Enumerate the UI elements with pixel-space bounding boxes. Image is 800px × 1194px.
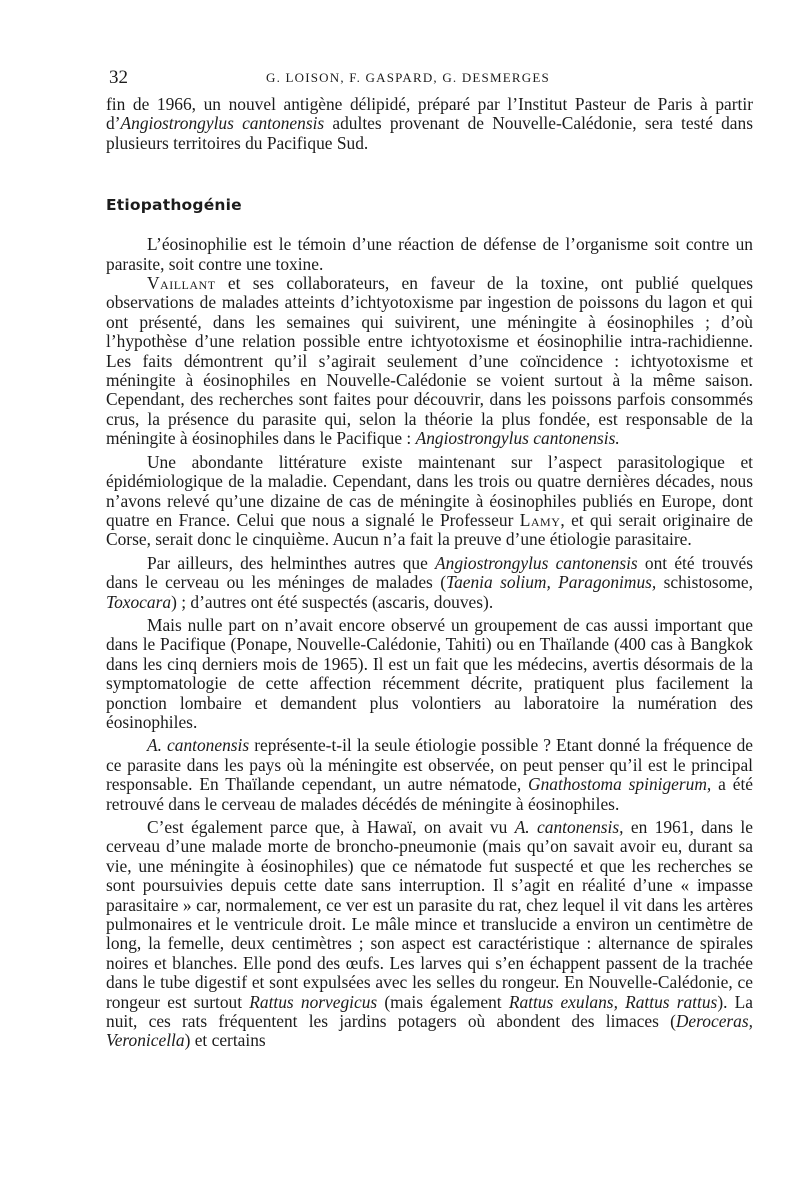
page-number: 32: [109, 67, 128, 88]
species-name: A. cantonensis: [147, 735, 250, 756]
intro-text-1: fin de 1966, un nouvel antigène délipidé, préparé par l’Institut Pasteur de Paris à partir d’: [106, 94, 753, 134]
paragraph-litterature: [106, 453, 753, 550]
intro-text-2: adultes provenant de Nouvelle-Calédonie, sera testé dans plusieurs territoires du Pacifique Sud.: [106, 113, 753, 153]
paragraph-litterature-text-1: Une abondante littérature existe maintenant sur l’aspect parasitologique et épidémiologique de la maladie. Cependant, dans les trois ou quatre dernières décades, nous n’avons relevé qu’une dizaine de cas de méningite à éosinophiles publiés en Europe, dont quatre en France. Celui que nous a signalé le Professeur: [106, 451, 753, 530]
intro-paragraph: [106, 95, 753, 153]
species-name: Angiostrongylus cantonensis.: [415, 428, 620, 449]
species-name: Rattus norvegicus: [249, 991, 378, 1012]
author-name-lamy: Lamy: [519, 509, 561, 530]
species-name: Gnathostoma spinigerum,: [528, 774, 712, 795]
species-name: A. cantonensis,: [514, 817, 624, 837]
intro-species-name: Angiostrongylus cantonensis: [120, 113, 325, 134]
paragraph-helminthes-text-3: schistosome,: [656, 572, 753, 593]
paragraph-helminthes-text-2: ont été trouvés dans le cerveau ou les méninges de malades (: [106, 552, 753, 593]
paragraph-eosinophilie: L’éosinophilie est le témoin d’une réaction de défense de l’organisme soit contre un parasite, soit contre une toxine.: [106, 234, 753, 274]
author-name-vaillant: Vaillant: [147, 273, 216, 294]
paragraph-hawai-text-4: ). La nuit, ces rats fréquentent les jardins potagers où abondent des limaces (: [106, 991, 753, 1032]
species-name: Angiostrongylus cantonensis: [435, 552, 638, 573]
paragraph-vaillant-text: et ses collaborateurs, en faveur de la toxine, ont publié quelques observations de malades atteints d’ichtyotoxisme par ingestion de poissons du lagon et qui ont présenté, dans les semaines qui suivirent, une méningite à éosinophiles ; d’où l’hypothèse d’une relation possible entre ichtyotoxisme et éosinophilie intra-rachidienne. Les faits démontrent qu’il s’agirait seulement d’une coïncidence : ichtyotoxisme et méningite à éosinophiles en Nouvelle-Calédonie se voient surtout à la même saison. Cependant, des recherches sont faites pour découvrir, dans les poissons parfois consommés crus, la présence du parasite qui, selon la théorie la plus fondée, est responsable de la méningite à éosinophiles dans le Pacifique :: [106, 273, 753, 449]
paragraph-vaillant: [106, 274, 753, 449]
paragraph-hawai-text-1: C’est également parce que, à Hawaï, on avait vu: [147, 817, 515, 837]
paragraph-helminthes: [106, 554, 753, 612]
paragraph-hawai: [106, 818, 753, 1051]
species-name: Rattus exulans, Rattus rattus: [508, 991, 718, 1012]
paragraph-etiologie-text-1: représente-t-il la seule étiologie possible ? Etant donné la fréquence de ce parasite dans les pays où la méningite est observée, on peut penser qu’il est le principal responsable. En Thaïlande cependant, un autre nématode,: [106, 735, 753, 795]
paragraph-litterature-text-2: , et qui serait originaire de Corse, serait donc le cinquième. Aucun n’a fait la preuve d’une étiologie parasitaire.: [106, 509, 753, 550]
paragraph-etiologie: [106, 736, 753, 814]
running-header: [106, 62, 753, 92]
paragraph-hawai-text-2: en 1961, dans le cerveau d’une malade morte de broncho-pneumonie (mais qu’on savait avoir eu, durant sa vie, une méningite à éosinophiles) que ce nématode fut suspecté et que les recherches se sont poursuivies depuis cette date sans interruption. Il s’agit en réalité d’une « impasse parasitaire » car, normalement, ce ver est un parasite du rat, chez lequel il vit dans les artères pulmonaires et le ventricule droit. Le mâle mince et translucide a environ un centimètre de long, la femelle, deux centimètres ; son aspect est caractéristique : alternance de spirales noires et blanches. Elle pond des œufs. Les larves qui s’en échappent passent de la trachée dans le tube digestif et sont expulsées avec les selles du rongeur. En Nouvelle-Calédonie, ce rongeur est surtout: [106, 817, 753, 1012]
paragraph-pacifique: Mais nulle part on n’avait encore observé un groupement de cas aussi important que dans le Pacifique (Ponape, Nouvelle-Calédonie, Tahiti) ou en Thaïlande (400 cas à Bangkok dans les cinq derniers mois de 1965). Il est un fait que les médecins, avertis désormais de la symptomatologie de cette affection récemment décrite, pratiquent plus facilement la ponction lombaire et demandent plus volontiers au laboratoire la numération des éosinophiles.: [106, 614, 753, 732]
paragraph-helminthes-text-4: ) ; d’autres ont été suspectés (ascaris, douves).: [171, 591, 494, 612]
species-name: Toxocara: [106, 591, 172, 612]
section-heading: Etiopathogénie: [106, 196, 242, 215]
species-name: Taenia solium, Paragonimus,: [446, 572, 657, 593]
species-name: Deroceras, Veronicella: [106, 1011, 753, 1051]
paragraph-hawai-text-5: ) et certains: [184, 1030, 266, 1051]
paragraph-helminthes-text-1: Par ailleurs, des helminthes autres que: [147, 552, 436, 573]
paragraph-etiologie-text-2: a été retrouvé dans le cerveau de malades décédés de méningite à éosinophiles.: [106, 774, 753, 814]
paragraph-hawai-text-3: (mais également: [377, 991, 509, 1012]
header-authors: G. LOISON, F. GASPARD, G. DESMERGES: [266, 70, 550, 85]
